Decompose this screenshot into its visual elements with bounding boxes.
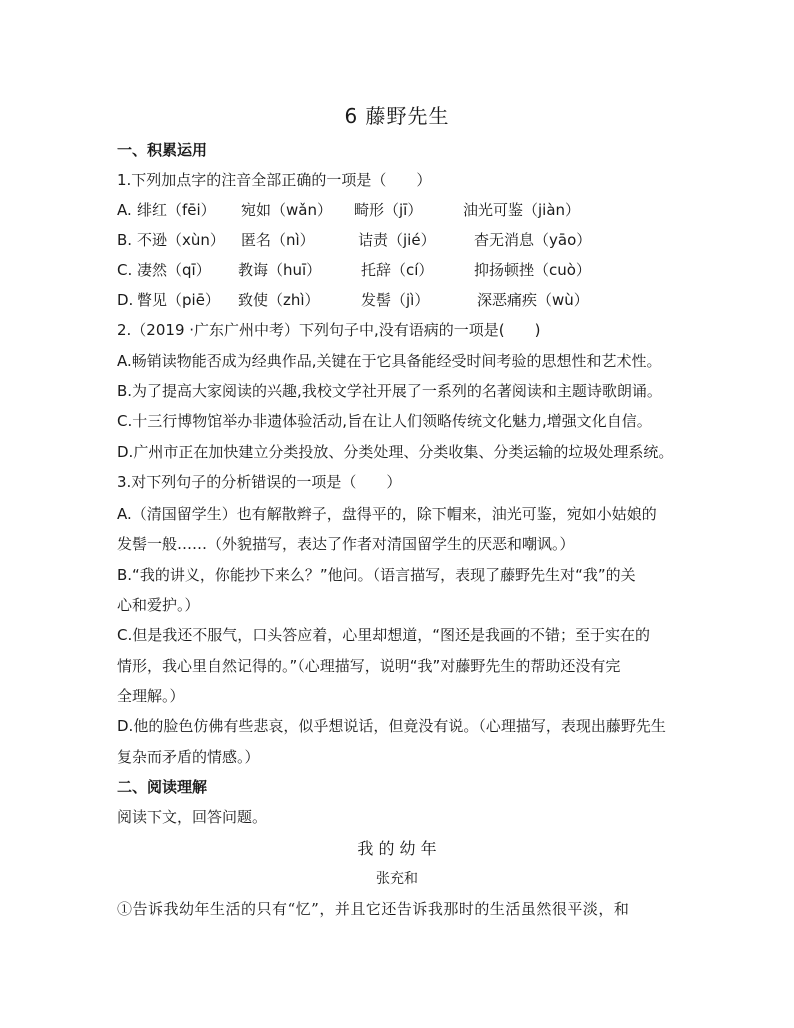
q3-option-b-line: 心和爱护。） (117, 596, 200, 614)
q2-option-b: B.为了提高大家阅读的兴趣,我校文学社开展了一系列的名著阅读和主题诗歌朗诵。 (117, 382, 662, 400)
q3-option-b-line: B.“我的讲义，你能抄下来么？”他问。（语言描写，表现了藤野先生对“我”的关 (117, 566, 636, 584)
q2-option-a: A.畅销读物能否成为经典作品,关键在于它具备能经受时间考验的思想性和艺术性。 (117, 352, 662, 370)
q3-option-a-line: 发髻一般……（外貌描写，表达了作者对清国留学生的厌恶和嘲讽。） (117, 535, 575, 553)
q1-option-d-item: 发髻（jì） (361, 291, 430, 309)
q1-option-a-item: 绯红（fēi） (137, 201, 216, 219)
q1-option-b-label: B. (117, 231, 133, 249)
q1-option-a-item: 畸形（jī） (354, 201, 423, 219)
page-title: 6 藤野先生 (344, 104, 450, 128)
section-heading-2: 二、阅读理解 (117, 778, 208, 796)
q1-option-c-item: 托辞（cí） (361, 261, 434, 279)
q1-option-b-item: 匿名（nì） (241, 231, 315, 249)
q3-option-c-line: 情形，我心里自然记得的。”（心理描写，说明“我”对藤野先生的帮助还没有完 (117, 657, 621, 675)
q1-option-d-item: 深恶痛疾（wù） (477, 291, 589, 309)
q1-option-a-label: A. (117, 201, 132, 219)
q2-option-d: D.广州市正在加快建立分类投放、分类处理、分类收集、分类运输的垃圾处理系统。 (117, 443, 674, 461)
q1-option-c-item: 教诲（huī） (238, 261, 322, 279)
q1-option-d-label: D. (117, 291, 134, 309)
q3-option-c-line: 全理解。） (117, 687, 185, 705)
q3-option-a-line: A.（清国留学生）也有解散辫子，盘得平的，除下帽来，油光可鉴，宛如小姑娘的 (117, 505, 657, 523)
article-paragraph: ①告诉我幼年生活的只有“忆”，并且它还告诉我那时的生活虽然很平淡，和 (117, 900, 630, 918)
q3-option-d-line: 复杂而矛盾的情感。） (117, 748, 260, 766)
q1-option-d-item: 致使（zhì） (238, 291, 320, 309)
q1-option-c-item: 凄然（qī） (137, 261, 211, 279)
q1-option-b-item: 杳无消息（yāo） (474, 231, 592, 249)
q1-option-d-item: 瞥见（piē） (137, 291, 220, 309)
q1-option-c-item: 抑扬顿挫（cuò） (474, 261, 591, 279)
article-title: 我 的 幼 年 (357, 839, 437, 858)
question-2-stem: 2.（2019 ·广东广州中考）下列句子中,没有语病的一项是( ) (117, 321, 541, 339)
q1-option-b-item: 不逊（xùn） (137, 231, 225, 249)
q1-option-a-item: 油光可鉴（jiàn） (463, 201, 581, 219)
q3-option-d-line: D.他的脸色仿佛有些悲哀，似乎想说话，但竟没有说。（心理描写，表现出藤野先生 (117, 717, 666, 735)
question-3-stem: 3.对下列句子的分析错误的一项是（ ） (117, 473, 402, 491)
section-heading-1: 一、积累运用 (117, 141, 208, 159)
q1-option-b-item: 诘责（jié） (358, 231, 436, 249)
q2-option-c: C.十三行博物馆举办非遗体验活动,旨在让人们领略传统文化魅力,增强文化自信。 (117, 412, 652, 430)
article-author: 张充和 (376, 871, 418, 887)
q3-option-c-line: C.但是我还不服气，口头答应着，心里却想道，“图还是我画的不错；至于实在的 (117, 626, 651, 644)
q1-option-a-item: 宛如（wǎn） (241, 201, 332, 219)
q1-option-c-label: C. (117, 261, 133, 279)
reading-instruction: 阅读下文，回答问题。 (117, 808, 268, 826)
question-1-stem: 1.下列加点字的注音全部正确的一项是（ ） (117, 171, 432, 189)
